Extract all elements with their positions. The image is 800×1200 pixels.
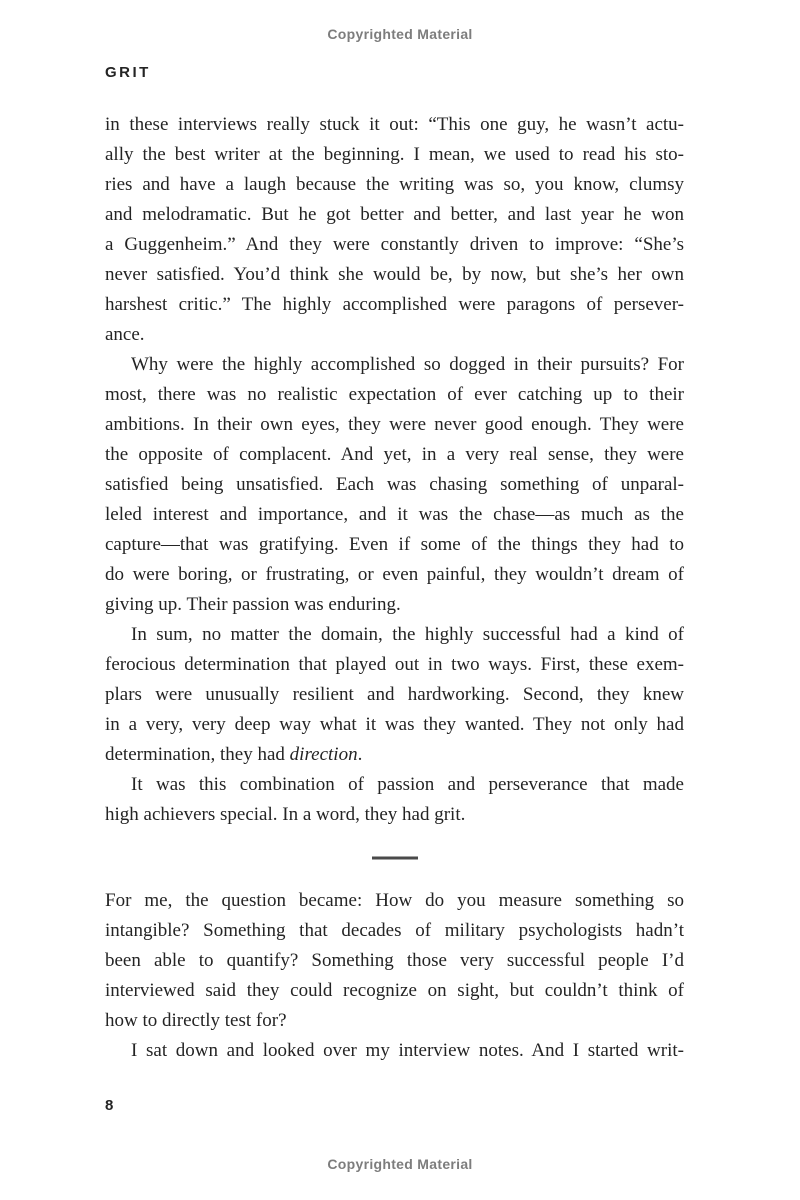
text-line: ambitions. In their own eyes, they were never good enough. They were <box>105 414 684 435</box>
text-line: ries and have a laugh because the writing was so, you know, clumsy <box>105 174 684 195</box>
text-line: in these interviews really stuck it out: “This one guy, he wasn’t actu- <box>105 114 684 135</box>
text-line: I sat down and looked over my interview notes. And I started writ- <box>131 1040 684 1061</box>
text-line: For me, the question became: How do you measure something so <box>105 890 684 911</box>
paragraph <box>105 620 684 770</box>
text-line: Why were the highly accomplished so dogged in their pursuits? For <box>131 354 684 375</box>
text-segment: . <box>357 744 363 765</box>
paragraph <box>105 886 684 1036</box>
text-line: and melodramatic. But he got better and better, and last year he won <box>105 204 684 225</box>
text-line: satisfied being unsatisfied. Each was chasing something of unparal- <box>105 474 684 495</box>
text-line: ally the best writer at the beginning. I mean, we used to read his sto- <box>105 144 684 165</box>
paragraph <box>105 1036 684 1066</box>
paragraph <box>105 110 684 350</box>
text-line: most, there was no realistic expectation of ever catching up to their <box>105 384 684 405</box>
paragraph <box>105 350 684 620</box>
paragraph <box>105 770 684 830</box>
running-head: GRIT <box>105 64 151 81</box>
page-number: 8 <box>105 1097 114 1114</box>
copyright-notice-bottom: Copyrighted Material <box>327 1156 473 1172</box>
section-break-rule <box>372 857 418 860</box>
text-segment: determination, they had <box>105 744 290 765</box>
text-line: In sum, no matter the domain, the highly successful had a kind of <box>131 624 684 645</box>
text-line: the opposite of complacent. And yet, in a very real sense, they were <box>105 444 684 465</box>
text-line: how to directly test for? <box>105 1010 287 1031</box>
text-line: giving up. Their passion was enduring. <box>105 594 401 615</box>
text-line: leled interest and importance, and it was the chase—as much as the <box>105 504 684 525</box>
copyright-notice-top: Copyrighted Material <box>327 26 473 42</box>
text-line: high achievers special. In a word, they had grit. <box>105 804 466 825</box>
text-line <box>105 740 684 770</box>
text-line: plars were unusually resilient and hardworking. Second, they knew <box>105 684 684 705</box>
text-line: intangible? Something that decades of military psychologists hadn’t <box>105 920 684 941</box>
text-line: been able to quantify? Something those very successful people I’d <box>105 950 684 971</box>
text-line: capture—that was gratifying. Even if some of the things they had to <box>105 534 684 555</box>
body-text <box>105 110 684 1066</box>
text-line: ferocious determination that played out in two ways. First, these exem- <box>105 654 684 675</box>
text-line: It was this combination of passion and perseverance that made <box>131 774 684 795</box>
text-line: never satisfied. You’d think she would be, by now, but she’s her own <box>105 264 684 285</box>
text-line: interviewed said they could recognize on sight, but couldn’t think of <box>105 980 684 1001</box>
text-line: in a very, very deep way what it was they wanted. They not only had <box>105 714 684 735</box>
text-line: a Guggenheim.” And they were constantly driven to improve: “She’s <box>105 234 684 255</box>
text-line: ance. <box>105 324 145 345</box>
italic-text: direction <box>289 744 358 765</box>
text-line: harshest critic.” The highly accomplished were paragons of persever- <box>105 294 684 315</box>
text-line: do were boring, or frustrating, or even painful, they wouldn’t dream of <box>105 564 684 585</box>
section-break <box>105 830 684 886</box>
